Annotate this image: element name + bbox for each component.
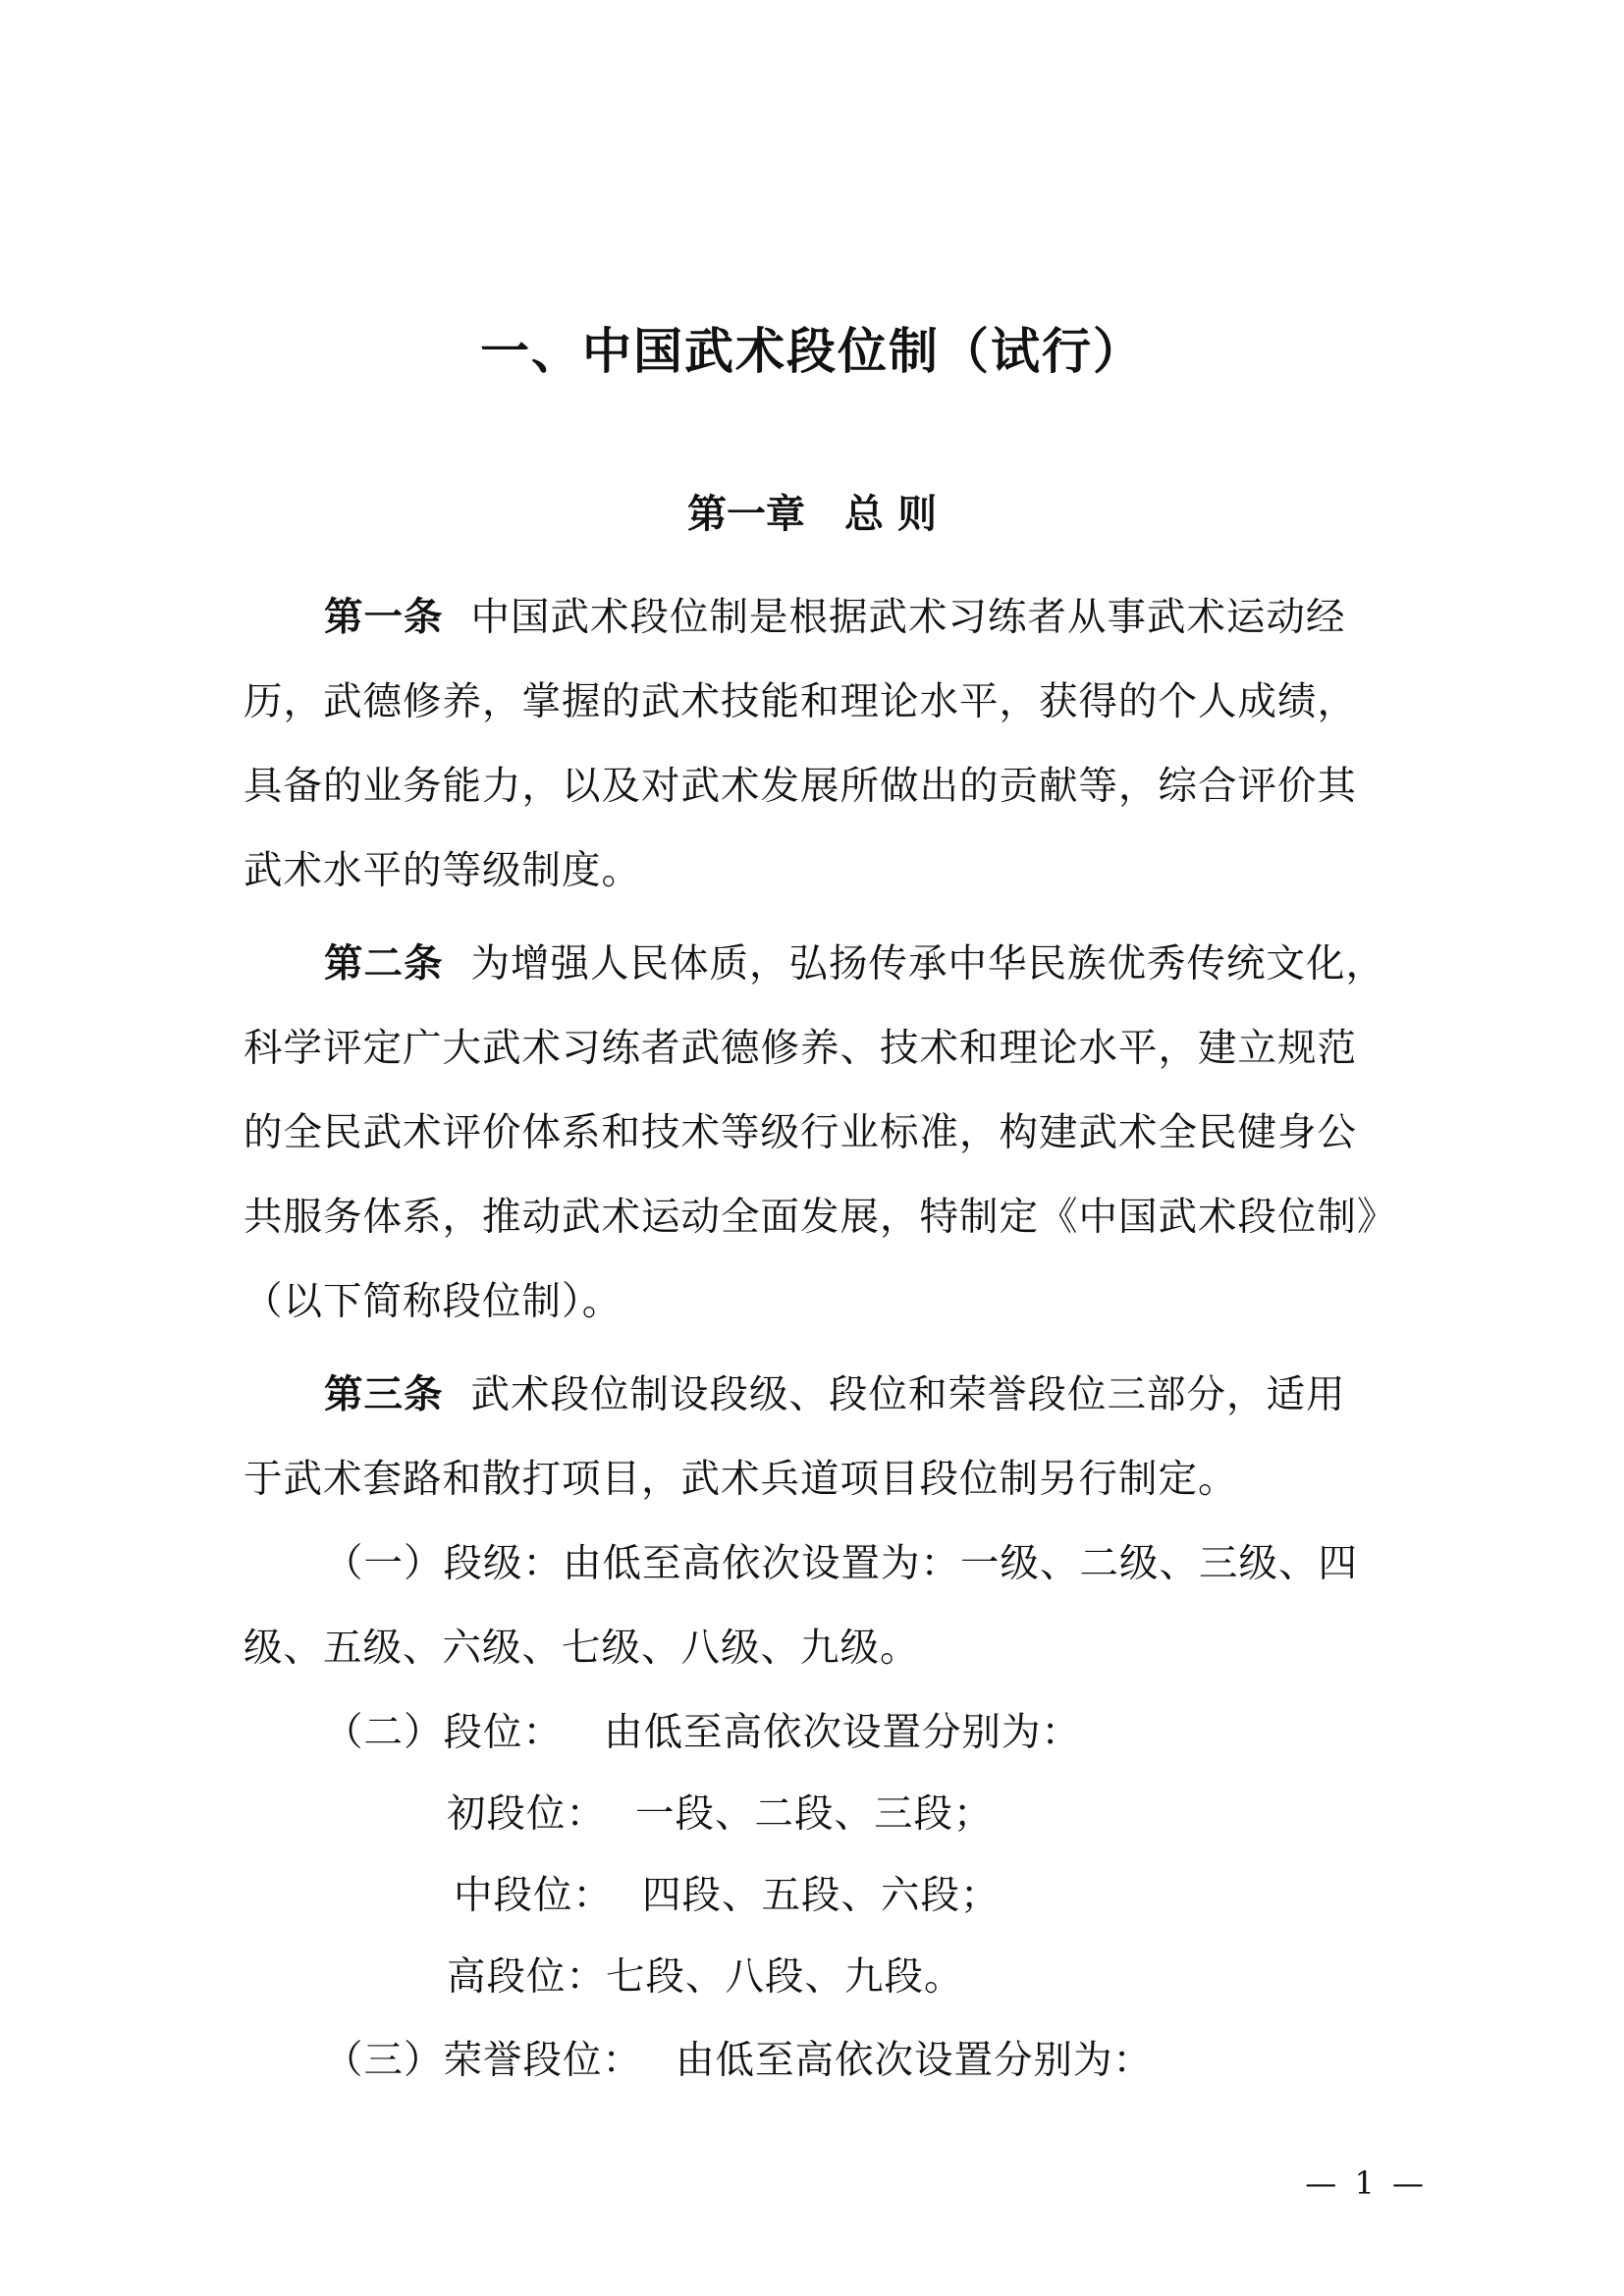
item-1-line-1: （一）段级：由低至高依次设置为：一级、二级、三级、四 (324, 1541, 1358, 1586)
level-middle-name: 中段位： (454, 1873, 613, 1918)
article-2-line-5: （以下简称段位制）。 (244, 1279, 623, 1324)
article-2-text-line-1: 为增强人民体质，弘扬传承中华民族优秀传统文化， (470, 941, 1385, 987)
article-2-line-2: 科学评定广大武术习练者武德修养、技术和理论水平，建立规范 (244, 1026, 1357, 1071)
level-high (447, 1954, 964, 2000)
article-1-text-line-1: 中国武术段位制是根据武术习练者从事武术运动经 (470, 595, 1346, 640)
item-2-line (324, 1710, 1081, 1755)
item-1-line-2: 级、五级、六级、七级、八级、九级。 (244, 1626, 920, 1671)
level-initial-name: 初段位： (447, 1791, 606, 1837)
article-3-label: 第三条 (324, 1372, 444, 1417)
article-1-line-3: 具备的业务能力，以及对武术发展所做出的贡献等，综合评价其 (244, 764, 1357, 809)
article-1-line-2: 历，武德修养，掌握的武术技能和理论水平，获得的个人成绩， (244, 679, 1357, 724)
item-3-text: 由低至高依次设置分别为： (676, 2038, 1153, 2083)
level-initial (447, 1791, 994, 1837)
article-2-line-3: 的全民武术评价体系和技术等级行业标准，构建武术全民健身公 (244, 1110, 1357, 1155)
page-number: — 1 — (1305, 2164, 1428, 2202)
level-initial-value: 一段、二段、三段； (635, 1791, 994, 1837)
article-1-line-4: 武术水平的等级制度。 (244, 848, 641, 893)
article-2-line-1 (324, 941, 1385, 987)
chapter-number: 第一章 (687, 491, 806, 537)
level-high-name: 高段位： (447, 1954, 606, 2000)
item-3-line (324, 2038, 1153, 2083)
level-high-value: 七段、八段、九段。 (606, 1954, 964, 2000)
article-3-text-line-1: 武术段位制设段级、段位和荣誉段位三部分，适用 (470, 1372, 1346, 1417)
article-3-line-1 (324, 1372, 1346, 1417)
article-3-line-2: 于武术套路和散打项目，武术兵道项目段位制另行制定。 (244, 1457, 1238, 1502)
item-3-heading: （三）荣誉段位： (324, 2038, 642, 2083)
article-1-line-1 (324, 595, 1346, 640)
level-middle (454, 1873, 1001, 1918)
article-2-label: 第二条 (324, 941, 444, 987)
item-2-text: 由低至高依次设置分别为： (604, 1710, 1081, 1755)
chapter-heading (0, 483, 1624, 539)
article-1-label: 第一条 (324, 595, 444, 640)
item-2-heading: （二）段位： (324, 1710, 563, 1755)
document-title: 一、中国武术段位制（试行） (480, 322, 1144, 380)
level-middle-value: 四段、五段、六段； (642, 1873, 1001, 1918)
article-2-line-4: 共服务体系，推动武术运动全面发展，特制定《中国武术段位制》 (244, 1195, 1397, 1240)
chapter-name: 总 则 (844, 491, 937, 537)
